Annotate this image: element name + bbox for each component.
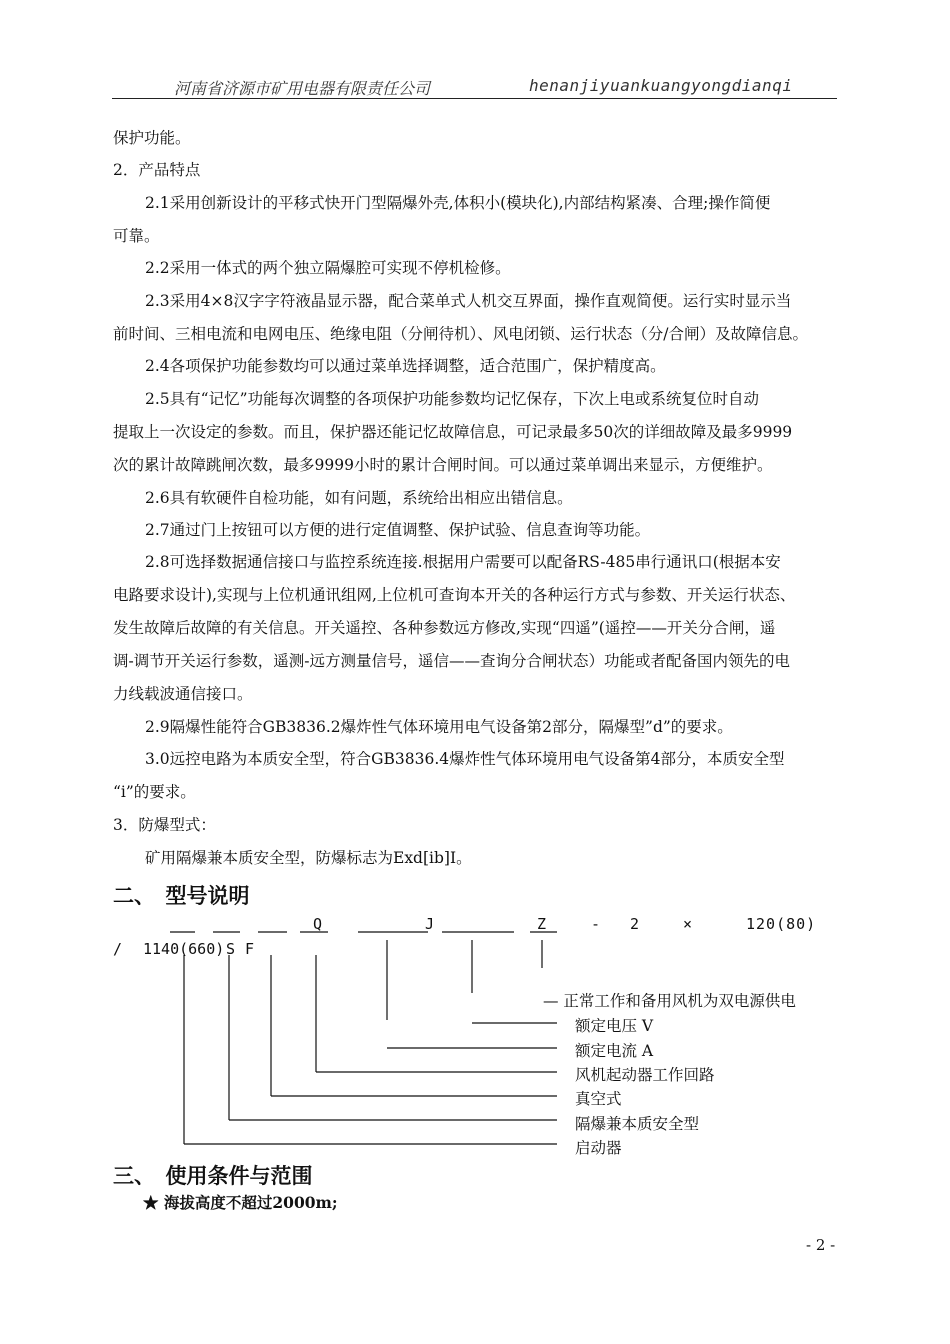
text-line: 2.8可选择数据通信接口与监控系统连接.根据用户需要可以配备RS-485串行通讯口(根据本安 xyxy=(145,553,781,571)
legend-starter: 启动器 xyxy=(575,1139,622,1157)
text-line: 电路要求设计),实现与上位机通讯组网,上位机可查询本开关的各种运行方式与参数、开关运行状态、 xyxy=(113,586,796,604)
header-pinyin: henanjiyuankuangyongdianqi xyxy=(529,76,793,95)
section-heading-conditions: 三、 使用条件与范围 xyxy=(113,1164,313,1188)
text-line: 2.2采用一体式的两个独立隔爆腔可实现不停机检修。 xyxy=(145,259,511,277)
code-slash: / xyxy=(113,940,123,958)
code-q: Q xyxy=(313,915,323,933)
code-current: 120(80) xyxy=(746,915,817,933)
legend-rated-voltage: 额定电压 V xyxy=(575,1017,654,1035)
text-line: 力线载波通信接口。 xyxy=(113,685,253,703)
section-heading-model: 二、 型号说明 xyxy=(113,884,250,908)
legend-vacuum: 真空式 xyxy=(575,1090,622,1108)
text-line: 可靠。 xyxy=(113,227,160,245)
text-line: 2.4各项保护功能参数均可以通过菜单选择调整，适合范围广，保护精度高。 xyxy=(145,357,666,375)
header-company: 河南省济源市矿用电器有限责任公司 xyxy=(174,79,431,98)
text-line: 2.1采用创新设计的平移式快开门型隔爆外壳,体积小(模块化),内部结构紧凑、合理;操作简便 xyxy=(145,194,771,212)
code-dash: - xyxy=(591,915,601,933)
text-line: 提取上一次设定的参数。而且，保护器还能记忆故障信息，可记录最多50次的详细故障及最多9999 xyxy=(113,423,793,441)
code-f: F xyxy=(245,940,255,958)
text-line: 保护功能。 xyxy=(113,129,191,147)
text-line: 2．产品特点 xyxy=(113,161,201,179)
text-line: 矿用隔爆兼本质安全型，防爆标志为Exd[ib]I。 xyxy=(145,849,472,867)
text-line: “i”的要求。 xyxy=(113,783,196,801)
text-line: 调-调节开关运行参数，遥测-远方测量信号，遥信——查询分合闸状态）功能或者配备国内领先的电 xyxy=(113,652,790,670)
text-line: 发生故障后故障的有关信息。开关遥控、各种参数远方修改,实现“四遥”(遥控——开关分合闸，遥 xyxy=(113,619,776,637)
code-z: Z xyxy=(537,915,547,933)
text-line: 前时间、三相电流和电网电压、绝缘电阻（分闸待机）、风电闭锁、运行状态（分/合闸）及故障信息。 xyxy=(113,325,808,343)
page-number: - 2 - xyxy=(806,1236,836,1254)
text-line: 次的累计故障跳闸次数，最多9999小时的累计合闸时间。可以通过菜单调出来显示，方便维护。 xyxy=(113,456,773,474)
text-line: 2.3采用4×8汉字字符液晶显示器，配合菜单式人机交互界面，操作直观简便。运行实时显示当 xyxy=(145,292,792,310)
text-line: 2.5具有“记忆”功能每次调整的各项保护功能参数均记忆保存，下次上电或系统复位时自动 xyxy=(145,390,760,408)
legend-explosion-proof: 隔爆兼本质安全型 xyxy=(575,1115,700,1133)
code-s: S xyxy=(226,940,236,958)
text-line: 3.0远控电路为本质安全型，符合GB3836.4爆炸性气体环境用电气设备第4部分，本质安全型 xyxy=(145,750,785,768)
code-j: J xyxy=(425,915,435,933)
code-voltage: 1140(660) xyxy=(143,940,225,958)
code-two: 2 xyxy=(630,915,640,933)
code-times: × xyxy=(683,915,693,933)
legend-dual-power: — 正常工作和备用风机为双电源供电 xyxy=(543,992,796,1010)
condition-altitude: ★ 海拔高度不超过2000m; xyxy=(143,1193,338,1212)
legend-rated-current: 额定电流 A xyxy=(575,1042,654,1060)
text-line: 2.7通过门上按钮可以方便的进行定值调整、保护试验、信息查询等功能。 xyxy=(145,521,651,539)
text-line: 3．防爆型式： xyxy=(113,816,216,834)
legend-fan-circuit: 风机起动器工作回路 xyxy=(575,1066,715,1084)
text-line: 2.6具有软硬件自检功能，如有问题，系统给出相应出错信息。 xyxy=(145,489,573,507)
text-line: 2.9隔爆性能符合GB3836.2爆炸性气体环境用电气设备第2部分，隔爆型”d”的要求。 xyxy=(145,718,733,736)
